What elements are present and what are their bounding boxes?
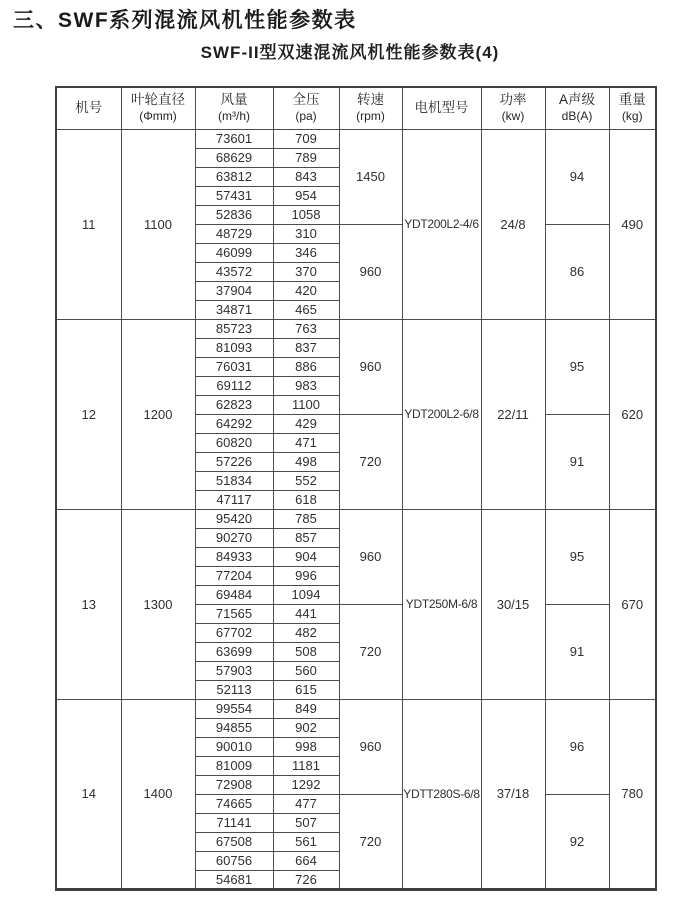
cell-airflow: 81009 — [195, 756, 273, 775]
table-row — [56, 129, 656, 148]
header-unit: (pa) — [295, 109, 317, 124]
header-unit: (kw) — [501, 109, 525, 124]
cell-model-no: 14 — [56, 699, 121, 889]
cell-airflow: 34871 — [195, 300, 273, 319]
cell-pressure: 560 — [273, 661, 339, 680]
cell-airflow: 69112 — [195, 376, 273, 395]
cell-airflow: 67508 — [195, 832, 273, 851]
cell-motor-model: YDTT280S-6/8 — [402, 699, 481, 889]
cell-airflow: 63699 — [195, 642, 273, 661]
machine-block-14 — [56, 699, 656, 889]
cell-airflow: 74665 — [195, 794, 273, 813]
table-row — [56, 509, 656, 528]
cell-airflow: 67702 — [195, 623, 273, 642]
cell-noise-level: 96 — [545, 699, 609, 794]
cell-model-no: 13 — [56, 509, 121, 699]
cell-pressure: 618 — [273, 490, 339, 509]
cell-pressure: 843 — [273, 167, 339, 186]
machine-block-12 — [56, 319, 656, 509]
cell-airflow: 62823 — [195, 395, 273, 414]
header-cell-rpm — [339, 87, 402, 129]
cell-noise-level: 91 — [545, 414, 609, 509]
table-subtitle: SWF-II型双速混流风机性能参数表(4) — [200, 43, 500, 62]
cell-power: 30/15 — [481, 509, 545, 699]
cell-airflow: 54681 — [195, 870, 273, 889]
cell-pressure: 1058 — [273, 205, 339, 224]
cell-rpm: 720 — [339, 604, 402, 699]
header-label: 功率 — [499, 92, 527, 108]
cell-pressure: 561 — [273, 832, 339, 851]
cell-pressure: 998 — [273, 737, 339, 756]
cell-pressure: 837 — [273, 338, 339, 357]
cell-pressure: 552 — [273, 471, 339, 490]
cell-pressure: 904 — [273, 547, 339, 566]
cell-airflow: 95420 — [195, 509, 273, 528]
cell-pressure: 507 — [273, 813, 339, 832]
table-header — [56, 87, 656, 129]
cell-rpm: 960 — [339, 509, 402, 604]
cell-pressure: 785 — [273, 509, 339, 528]
cell-power: 37/18 — [481, 699, 545, 889]
header-unit: (Φmm) — [139, 109, 177, 124]
cell-pressure: 1094 — [273, 585, 339, 604]
cell-airflow: 94855 — [195, 718, 273, 737]
cell-airflow: 69484 — [195, 585, 273, 604]
cell-rpm: 960 — [339, 699, 402, 794]
cell-pressure: 498 — [273, 452, 339, 471]
parameter-table — [55, 86, 657, 891]
cell-airflow: 57226 — [195, 452, 273, 471]
cell-pressure: 983 — [273, 376, 339, 395]
cell-pressure: 429 — [273, 414, 339, 433]
header-cell-pressure — [273, 87, 339, 129]
cell-noise-level: 95 — [545, 509, 609, 604]
cell-model-no: 11 — [56, 129, 121, 319]
page-title: 三、SWF系列混流风机性能参数表 — [13, 9, 357, 32]
cell-pressure: 996 — [273, 566, 339, 585]
cell-airflow: 84933 — [195, 547, 273, 566]
cell-diameter: 1100 — [121, 129, 195, 319]
cell-airflow: 51834 — [195, 471, 273, 490]
cell-airflow: 68629 — [195, 148, 273, 167]
header-label: 转速 — [357, 92, 384, 108]
cell-airflow: 71141 — [195, 813, 273, 832]
cell-airflow: 81093 — [195, 338, 273, 357]
cell-power: 24/8 — [481, 129, 545, 319]
cell-airflow: 71565 — [195, 604, 273, 623]
header-label: 风量 — [220, 92, 248, 108]
cell-rpm: 720 — [339, 414, 402, 509]
cell-model-no: 12 — [56, 319, 121, 509]
cell-rpm: 960 — [339, 319, 402, 414]
cell-pressure: 370 — [273, 262, 339, 281]
cell-pressure: 482 — [273, 623, 339, 642]
cell-pressure: 310 — [273, 224, 339, 243]
header-label: A声级 — [558, 92, 595, 108]
header-unit: (rpm) — [356, 109, 385, 124]
cell-airflow: 85723 — [195, 319, 273, 338]
cell-weight: 780 — [609, 699, 656, 889]
header-label: 重量 — [618, 92, 646, 108]
cell-airflow: 99554 — [195, 699, 273, 718]
header-cell-power — [481, 87, 545, 129]
cell-noise-level: 91 — [545, 604, 609, 699]
cell-pressure: 471 — [273, 433, 339, 452]
cell-pressure: 857 — [273, 528, 339, 547]
header-unit: (m³/h) — [218, 109, 250, 124]
machine-block-13 — [56, 509, 656, 699]
cell-noise-level: 94 — [545, 129, 609, 224]
cell-pressure: 615 — [273, 680, 339, 699]
cell-airflow: 64292 — [195, 414, 273, 433]
cell-airflow: 52836 — [195, 205, 273, 224]
cell-airflow: 72908 — [195, 775, 273, 794]
cell-motor-model: YDT200L2-6/8 — [402, 319, 481, 509]
cell-noise-level: 95 — [545, 319, 609, 414]
cell-weight: 490 — [609, 129, 656, 319]
cell-pressure: 954 — [273, 186, 339, 205]
header-cell-weight — [609, 87, 656, 129]
header-cell-model-no — [56, 87, 121, 129]
machine-block-11 — [56, 129, 656, 319]
header-cell-airflow — [195, 87, 273, 129]
cell-airflow: 37904 — [195, 281, 273, 300]
cell-airflow: 52113 — [195, 680, 273, 699]
header-unit: dB(A) — [561, 109, 593, 124]
cell-airflow: 43572 — [195, 262, 273, 281]
cell-pressure: 763 — [273, 319, 339, 338]
cell-pressure: 902 — [273, 718, 339, 737]
header-cell-diameter — [121, 87, 195, 129]
cell-pressure: 1292 — [273, 775, 339, 794]
cell-diameter: 1400 — [121, 699, 195, 889]
cell-pressure: 1100 — [273, 395, 339, 414]
cell-pressure: 789 — [273, 148, 339, 167]
cell-airflow: 63812 — [195, 167, 273, 186]
cell-airflow: 76031 — [195, 357, 273, 376]
cell-airflow: 57431 — [195, 186, 273, 205]
cell-airflow: 57903 — [195, 661, 273, 680]
cell-pressure: 508 — [273, 642, 339, 661]
cell-rpm: 960 — [339, 224, 402, 319]
cell-pressure: 886 — [273, 357, 339, 376]
cell-airflow: 90010 — [195, 737, 273, 756]
cell-airflow: 73601 — [195, 129, 273, 148]
cell-airflow: 60756 — [195, 851, 273, 870]
header-label: 电机型号 — [414, 99, 469, 115]
cell-pressure: 441 — [273, 604, 339, 623]
cell-motor-model: YDT250M-6/8 — [402, 509, 481, 699]
cell-airflow: 48729 — [195, 224, 273, 243]
header-label: 机号 — [75, 99, 103, 115]
cell-diameter: 1200 — [121, 319, 195, 509]
cell-power: 22/11 — [481, 319, 545, 509]
cell-weight: 670 — [609, 509, 656, 699]
cell-airflow: 47117 — [195, 490, 273, 509]
cell-pressure: 726 — [273, 870, 339, 889]
header-cell-noise-level — [545, 87, 609, 129]
cell-pressure: 477 — [273, 794, 339, 813]
cell-weight: 620 — [609, 319, 656, 509]
cell-airflow: 60820 — [195, 433, 273, 452]
cell-noise-level: 86 — [545, 224, 609, 319]
cell-rpm: 1450 — [339, 129, 402, 224]
cell-airflow: 77204 — [195, 566, 273, 585]
cell-motor-model: YDT200L2-4/6 — [402, 129, 481, 319]
cell-pressure: 346 — [273, 243, 339, 262]
table-row — [56, 699, 656, 718]
cell-pressure: 709 — [273, 129, 339, 148]
header-cell-motor-model — [402, 87, 481, 129]
cell-pressure: 664 — [273, 851, 339, 870]
cell-pressure: 420 — [273, 281, 339, 300]
cell-airflow: 90270 — [195, 528, 273, 547]
header-label: 全压 — [292, 92, 320, 108]
header-row — [56, 87, 656, 129]
table-row — [56, 319, 656, 338]
cell-rpm: 720 — [339, 794, 402, 889]
cell-diameter: 1300 — [121, 509, 195, 699]
cell-pressure: 465 — [273, 300, 339, 319]
cell-noise-level: 92 — [545, 794, 609, 889]
cell-pressure: 849 — [273, 699, 339, 718]
cell-airflow: 46099 — [195, 243, 273, 262]
header-unit: (kg) — [621, 109, 643, 124]
cell-pressure: 1181 — [273, 756, 339, 775]
header-label: 叶轮直径 — [131, 92, 185, 108]
